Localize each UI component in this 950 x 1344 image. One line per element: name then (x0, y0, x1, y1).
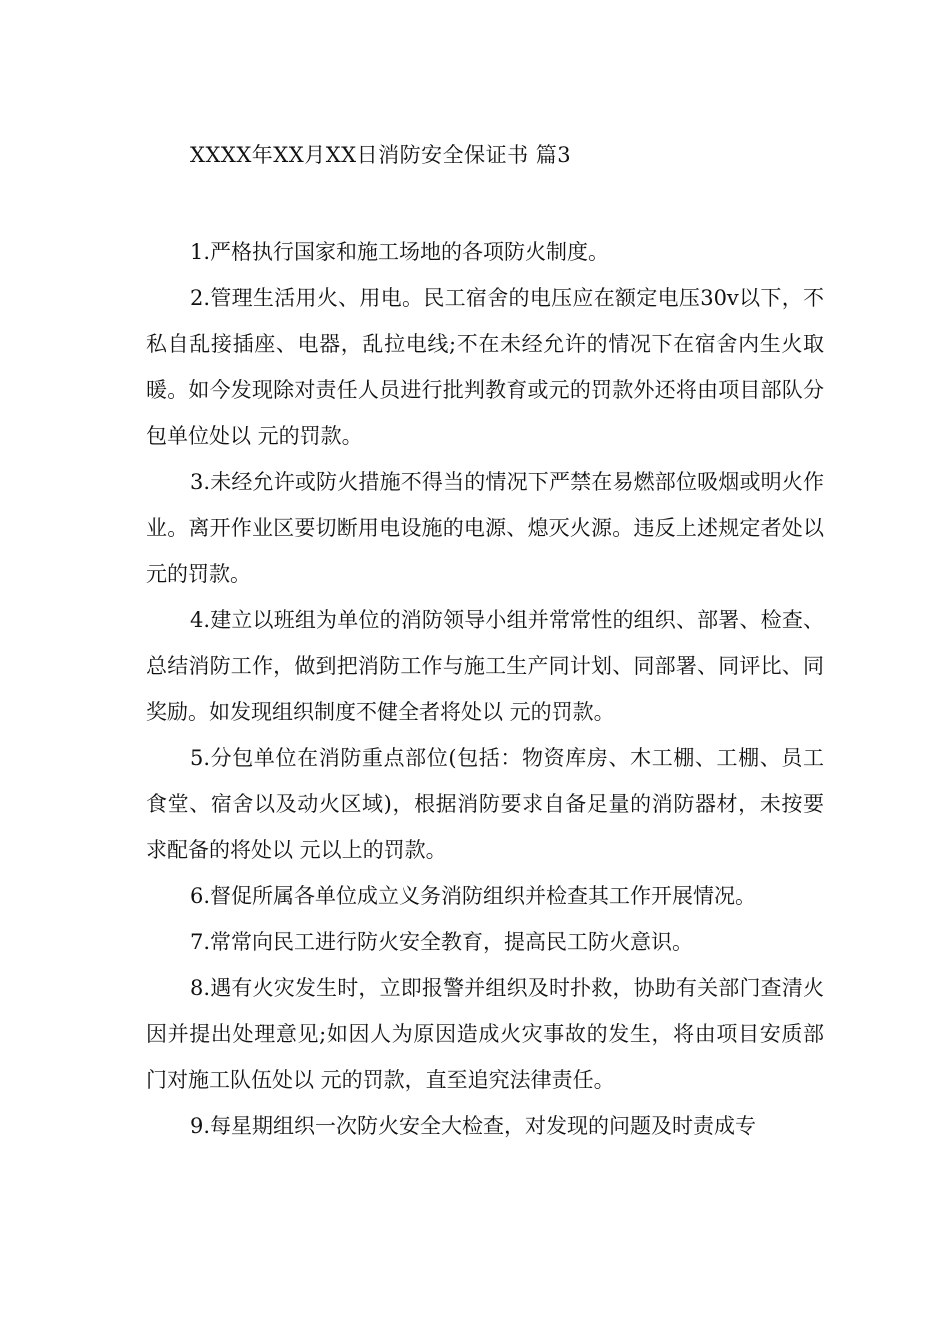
paragraph-2: 2.管理生活用火、用电。民工宿舍的电压应在额定电压30v以下，不私自乱接插座、电器，乱拉电线;不在未经允许的情况下在宿舍内生火取暖。如今发现除对责任人员进行批判教育或元的罚款外还将由项目部队分包单位处以 元的罚款。 (146, 286, 824, 448)
document-body (146, 229, 824, 1149)
paragraph-3: 3.未经允许或防火措施不得当的情况下严禁在易燃部位吸烟或明火作业。离开作业区要切断用电设施的电源、熄灭火源。违反上述规定者处以 元的罚款。 (146, 470, 824, 586)
paragraph-4: 4.建立以班组为单位的消防领导小组并常常性的组织、部署、检查、总结消防工作，做到把消防工作与施工生产同计划、同部署、同评比、同奖励。如发现组织制度不健全者将处以 元的罚款。 (146, 608, 824, 724)
paragraph-7: 7.常常向民工进行防火安全教育，提高民工防火意识。 (190, 930, 694, 954)
paragraph-8: 8.遇有火灾发生时，立即报警并组织及时扑救，协助有关部门查清火因并提出处理意见;如因人为原因造成火灾事故的发生，将由项目安质部门对施工队伍处以 元的罚款，直至追究法律责任。 (146, 976, 824, 1092)
paragraph-6: 6.督促所属各单位成立义务消防组织并检查其工作开展情况。 (190, 884, 757, 908)
paragraph-5: 5.分包单位在消防重点部位(包括：物资库房、木工棚、工棚、员工食堂、宿舍以及动火区域)，根据消防要求自备足量的消防器材，未按要求配备的将处以 元以上的罚款。 (146, 746, 824, 862)
paragraph-9: 9.每星期组织一次防火安全大检查，对发现的问题及时责成专 (190, 1114, 757, 1138)
paragraph-1: 1.严格执行国家和施工场地的各项防火制度。 (190, 240, 610, 264)
document-title: XXXX年XX月XX日消防安全保证书 篇3 (190, 143, 572, 167)
